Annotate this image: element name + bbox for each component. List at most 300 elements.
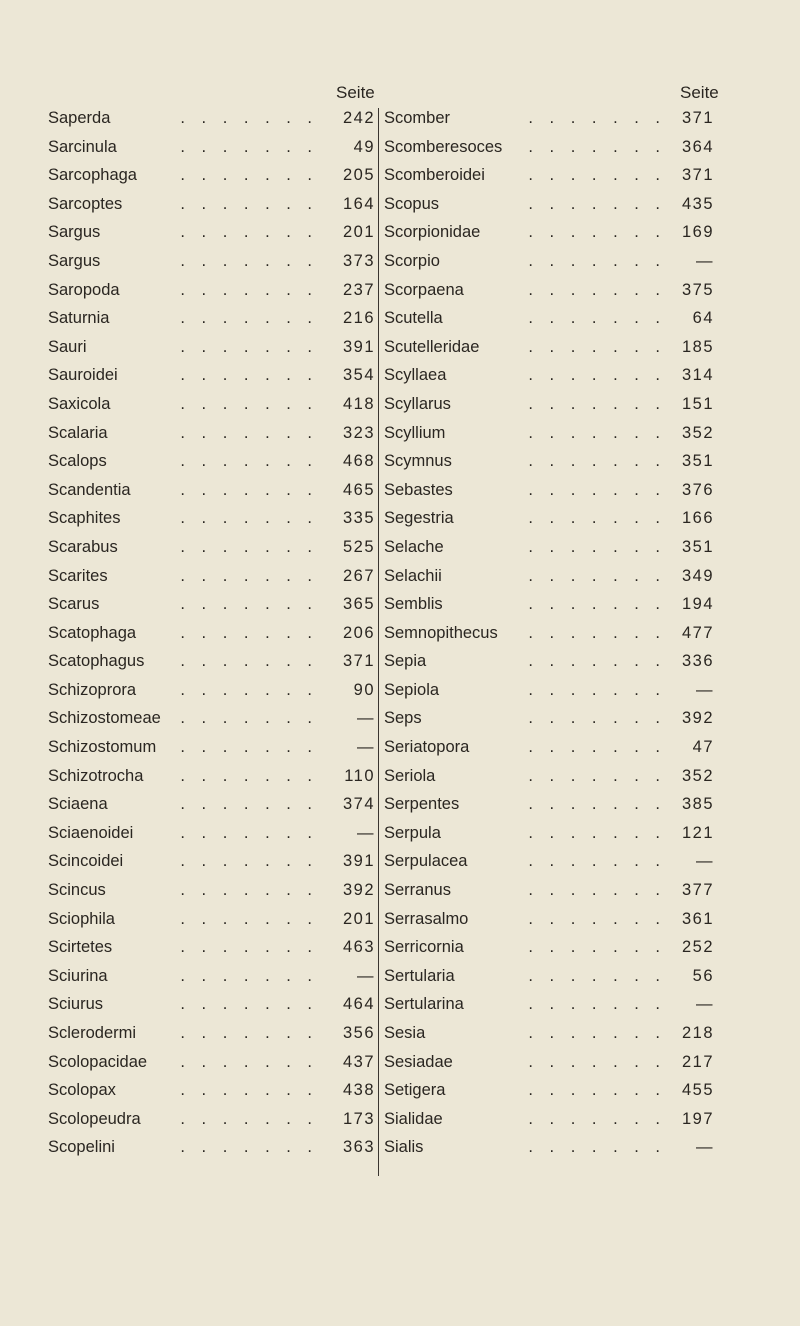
entry-page-number: 371 [681, 166, 714, 185]
index-entry [48, 390, 374, 419]
dot-leader: . . . . . . . [528, 823, 666, 842]
index-entry [48, 218, 374, 247]
dot-leader: . . . . . . . [180, 423, 318, 442]
dot-leader: . . . . . . . [180, 766, 318, 785]
entry-page-number: 164 [342, 194, 375, 213]
entry-page-number: 110 [344, 766, 375, 785]
entry-page-number: 463 [342, 938, 375, 957]
dot-leader: . . . . . . . [528, 137, 666, 156]
dot-leader: . . . . . . . [180, 1052, 318, 1071]
dot-leader: . . . . . . . [180, 366, 318, 385]
index-entry [48, 704, 374, 733]
entry-name: Scyllium [384, 423, 446, 442]
entry-name: Selache [384, 537, 444, 556]
index-entry [384, 218, 712, 247]
entry-name: Scarites [48, 566, 108, 585]
dot-leader: . . . . . . . [180, 1109, 318, 1128]
index-entry [48, 504, 374, 533]
dot-leader: . . . . . . . [180, 595, 318, 614]
entry-page-number: — [696, 251, 714, 270]
index-entry [384, 447, 712, 476]
index-entry [48, 1019, 374, 1048]
entry-name: Sargus [48, 251, 101, 270]
dot-leader: . . . . . . . [528, 623, 666, 642]
index-entry [384, 1133, 712, 1162]
entry-name: Sclerodermi [48, 1024, 137, 1042]
index-entry [384, 476, 712, 505]
dot-leader: . . . . . . . [528, 423, 666, 442]
index-entry [48, 1048, 374, 1077]
entry-page-number: 435 [681, 194, 714, 213]
entry-name: Seps [384, 709, 422, 728]
dot-leader: . . . . . . . [180, 938, 318, 957]
index-entry [48, 276, 374, 305]
entry-name: Sertularina [384, 995, 464, 1014]
entry-name: Setigera [384, 1081, 446, 1100]
index-entry [48, 161, 374, 190]
dot-leader: . . . . . . . [180, 109, 318, 127]
entry-page-number: 391 [342, 337, 375, 356]
entry-page-number: 375 [681, 280, 714, 299]
entry-name: Scorpio [384, 251, 440, 270]
dot-leader: . . . . . . . [528, 166, 666, 185]
entry-name: Scomberesoces [384, 137, 503, 156]
index-entry [384, 247, 712, 276]
entry-name: Sciophila [48, 909, 115, 928]
index-entry [48, 905, 374, 934]
entry-page-number: 392 [342, 881, 375, 900]
entry-name: Scolopeudra [48, 1109, 141, 1128]
entry-name: Scirtetes [48, 938, 113, 957]
entry-name: Sesia [384, 1024, 426, 1042]
entry-name: Scutelleridae [384, 337, 480, 356]
entry-name: Saropoda [48, 280, 120, 299]
entry-page-number: 438 [342, 1081, 375, 1100]
entry-page-number: 201 [342, 223, 375, 242]
entry-name: Scyllaea [384, 366, 447, 385]
entry-name: Scatophaga [48, 623, 137, 642]
index-entry [48, 590, 374, 619]
index-entry [48, 647, 374, 676]
entry-name: Sialidae [384, 1109, 443, 1128]
entry-name: Saperda [48, 109, 111, 127]
index-entry [384, 161, 712, 190]
index-entry [384, 390, 712, 419]
dot-leader: . . . . . . . [180, 566, 318, 585]
index-entry [48, 1105, 374, 1134]
entry-name: Saturnia [48, 309, 110, 328]
dot-leader: . . . . . . . [528, 1052, 666, 1071]
entry-page-number: 376 [681, 480, 714, 499]
index-entry [48, 1076, 374, 1105]
entry-page-number: 352 [681, 766, 714, 785]
index-entry [384, 104, 712, 133]
dot-leader: . . . . . . . [528, 738, 666, 757]
dot-leader: . . . . . . . [180, 1138, 318, 1157]
entry-name: Schizostomum [48, 738, 157, 757]
dot-leader: . . . . . . . [528, 194, 666, 213]
dot-leader: . . . . . . . [180, 480, 318, 499]
dot-leader: . . . . . . . [528, 566, 666, 585]
entry-name: Scatophagus [48, 652, 145, 671]
entry-page-number: — [357, 966, 375, 985]
entry-page-number: 314 [681, 366, 714, 385]
entry-page-number: 351 [681, 452, 714, 471]
entry-page-number: — [696, 680, 714, 699]
entry-page-number: 354 [342, 366, 375, 385]
index-entry [384, 304, 712, 333]
entry-name: Scorpionidae [384, 223, 481, 242]
index-entry [384, 847, 712, 876]
entry-name: Sarcoptes [48, 194, 123, 213]
dot-leader: . . . . . . . [180, 995, 318, 1014]
entry-name: Scalaria [48, 423, 108, 442]
entry-name: Segestria [384, 509, 454, 528]
index-entry [384, 733, 712, 762]
index-entry [48, 419, 374, 448]
entry-name: Scutella [384, 309, 443, 328]
entry-name: Scincoidei [48, 852, 124, 871]
entry-name: Scarus [48, 595, 100, 614]
dot-leader: . . . . . . . [528, 680, 666, 699]
dot-leader: . . . . . . . [180, 795, 318, 814]
dot-leader: . . . . . . . [180, 537, 318, 556]
entry-name: Scomberoidei [384, 166, 485, 185]
entry-name: Scomber [384, 109, 451, 127]
entry-name: Sepiola [384, 680, 440, 699]
index-entry [384, 905, 712, 934]
entry-page-number: 385 [681, 795, 714, 814]
entry-name: Scolopacidae [48, 1052, 148, 1071]
dot-leader: . . . . . . . [180, 909, 318, 928]
entry-name: Scopelini [48, 1138, 115, 1157]
index-entry [384, 1019, 712, 1048]
entry-page-number: 361 [681, 909, 714, 928]
index-entry [48, 190, 374, 219]
entry-name: Scandentia [48, 480, 131, 499]
entry-name: Sesiadae [384, 1052, 453, 1071]
entry-page-number: 374 [342, 795, 375, 814]
entry-page-number: — [357, 709, 375, 728]
dot-leader: . . . . . . . [180, 881, 318, 900]
entry-page-number: 47 [692, 738, 714, 757]
entry-page-number: — [357, 823, 375, 842]
index-entry [384, 1076, 712, 1105]
entry-name: Sarcophaga [48, 166, 137, 185]
index-entry [384, 790, 712, 819]
entry-page-number: 464 [342, 995, 375, 1014]
entry-page-number: 64 [692, 309, 714, 328]
index-entry [48, 533, 374, 562]
entry-name: Scaphites [48, 509, 121, 528]
entry-page-number: 465 [342, 480, 375, 499]
entry-page-number: 351 [681, 537, 714, 556]
entry-name: Sauri [48, 337, 87, 356]
entry-page-number: 363 [342, 1138, 375, 1157]
entry-page-number: — [357, 738, 375, 757]
entry-name: Sciurina [48, 966, 108, 985]
entry-page-number: — [696, 1138, 714, 1157]
dot-leader: . . . . . . . [180, 823, 318, 842]
entry-page-number: 56 [692, 966, 714, 985]
dot-leader: . . . . . . . [180, 394, 318, 413]
entry-page-number: 392 [681, 709, 714, 728]
right-index-column [384, 104, 712, 1162]
dot-leader: . . . . . . . [528, 995, 666, 1014]
index-entry [384, 533, 712, 562]
dot-leader: . . . . . . . [180, 166, 318, 185]
entry-page-number: 151 [681, 394, 714, 413]
dot-leader: . . . . . . . [528, 595, 666, 614]
entry-name: Sciurus [48, 995, 104, 1014]
index-entry [48, 876, 374, 905]
entry-name: Scincus [48, 881, 106, 900]
entry-page-number: 267 [342, 566, 375, 585]
dot-leader: . . . . . . . [180, 1024, 318, 1042]
entry-page-number: 166 [681, 509, 714, 528]
left-index-column [48, 104, 374, 1162]
entry-page-number: 377 [681, 881, 714, 900]
dot-leader: . . . . . . . [180, 709, 318, 728]
entry-name: Sarcinula [48, 137, 117, 156]
entry-name: Semnopithecus [384, 623, 498, 642]
entry-name: Serpulacea [384, 852, 468, 871]
index-entry [384, 876, 712, 905]
entry-name: Scorpaena [384, 280, 464, 299]
entry-page-number: 242 [342, 109, 375, 127]
index-entry [48, 733, 374, 762]
index-entry [384, 647, 712, 676]
entry-page-number: 356 [342, 1024, 375, 1042]
dot-leader: . . . . . . . [528, 394, 666, 413]
entry-name: Sialis [384, 1138, 424, 1157]
entry-page-number: 201 [342, 909, 375, 928]
entry-page-number: 197 [681, 1109, 714, 1128]
index-entry [48, 562, 374, 591]
entry-name: Scyllarus [384, 394, 451, 413]
entry-page-number: 371 [342, 652, 375, 671]
index-entry [48, 133, 374, 162]
index-entry [384, 676, 712, 705]
dot-leader: . . . . . . . [180, 452, 318, 471]
dot-leader: . . . . . . . [528, 337, 666, 356]
entry-name: Sauroidei [48, 366, 118, 385]
dot-leader: . . . . . . . [528, 852, 666, 871]
entry-name: Sebastes [384, 480, 453, 499]
entry-name: Serpula [384, 823, 441, 842]
entry-page-number: 418 [342, 394, 375, 413]
index-entry [48, 476, 374, 505]
entry-page-number: 169 [681, 223, 714, 242]
dot-leader: . . . . . . . [528, 795, 666, 814]
entry-name: Sertularia [384, 966, 455, 985]
entry-page-number: 218 [681, 1024, 714, 1042]
entry-page-number: 205 [342, 166, 375, 185]
index-entry [384, 333, 712, 362]
index-entry [384, 819, 712, 848]
entry-page-number: 468 [342, 452, 375, 471]
index-entry [384, 1048, 712, 1077]
index-entry [384, 419, 712, 448]
entry-name: Seriatopora [384, 738, 470, 757]
entry-name: Sepia [384, 652, 427, 671]
index-entry [384, 562, 712, 591]
dot-leader: . . . . . . . [528, 366, 666, 385]
index-entry [48, 933, 374, 962]
entry-name: Saxicola [48, 394, 111, 413]
entry-page-number: 364 [681, 137, 714, 156]
index-entry [384, 990, 712, 1019]
entry-name: Scymnus [384, 452, 452, 471]
dot-leader: . . . . . . . [180, 1081, 318, 1100]
entry-name: Serrasalmo [384, 909, 469, 928]
index-entry [384, 619, 712, 648]
index-entry [384, 190, 712, 219]
dot-leader: . . . . . . . [528, 251, 666, 270]
entry-page-number: 335 [342, 509, 375, 528]
dot-leader: . . . . . . . [180, 852, 318, 871]
index-entry [384, 962, 712, 991]
index-entry [48, 619, 374, 648]
index-entry [48, 990, 374, 1019]
entry-name: Schizoprora [48, 680, 137, 699]
right-page-column-header: Seite [680, 83, 719, 102]
entry-page-number: 90 [353, 680, 375, 699]
entry-page-number: 194 [681, 595, 714, 614]
dot-leader: . . . . . . . [528, 280, 666, 299]
entry-name: Scolopax [48, 1081, 116, 1100]
index-entry [48, 790, 374, 819]
entry-name: Serricornia [384, 938, 464, 957]
entry-name: Scarabus [48, 537, 118, 556]
entry-name: Scopus [384, 194, 440, 213]
entry-page-number: 237 [342, 280, 375, 299]
entry-page-number: 349 [681, 566, 714, 585]
dot-leader: . . . . . . . [180, 337, 318, 356]
index-entry [384, 361, 712, 390]
entry-name: Selachii [384, 566, 442, 585]
entry-name: Seriola [384, 766, 436, 785]
entry-page-number: 217 [681, 1052, 714, 1071]
dot-leader: . . . . . . . [180, 194, 318, 213]
dot-leader: . . . . . . . [528, 881, 666, 900]
dot-leader: . . . . . . . [528, 766, 666, 785]
index-entry [384, 504, 712, 533]
dot-leader: . . . . . . . [528, 1109, 666, 1128]
dot-leader: . . . . . . . [528, 109, 666, 127]
dot-leader: . . . . . . . [180, 509, 318, 528]
dot-leader: . . . . . . . [528, 652, 666, 671]
index-entry [384, 762, 712, 791]
entry-page-number: 477 [681, 623, 714, 642]
dot-leader: . . . . . . . [180, 966, 318, 985]
entry-page-number: 365 [342, 595, 375, 614]
index-entry [48, 304, 374, 333]
entry-page-number: 206 [342, 623, 375, 642]
dot-leader: . . . . . . . [528, 537, 666, 556]
index-entry [48, 333, 374, 362]
entry-name: Schizotrocha [48, 766, 144, 785]
dot-leader: . . . . . . . [180, 652, 318, 671]
index-entry [48, 962, 374, 991]
dot-leader: . . . . . . . [528, 709, 666, 728]
dot-leader: . . . . . . . [528, 509, 666, 528]
index-entry [48, 247, 374, 276]
dot-leader: . . . . . . . [528, 1024, 666, 1042]
index-entry [384, 276, 712, 305]
entry-page-number: 185 [681, 337, 714, 356]
left-page-column-header: Seite [336, 83, 375, 102]
entry-name: Semblis [384, 595, 443, 614]
entry-page-number: 173 [342, 1109, 375, 1128]
entry-name: Schizostomeae [48, 709, 161, 728]
index-entry [48, 104, 374, 133]
entry-page-number: 252 [681, 938, 714, 957]
entry-name: Scalops [48, 452, 107, 471]
entry-name: Serpentes [384, 795, 460, 814]
dot-leader: . . . . . . . [528, 909, 666, 928]
entry-page-number: 336 [681, 652, 714, 671]
dot-leader: . . . . . . . [528, 1081, 666, 1100]
entry-name: Sciaena [48, 795, 108, 814]
dot-leader: . . . . . . . [180, 623, 318, 642]
index-entry [384, 1105, 712, 1134]
entry-page-number: 391 [342, 852, 375, 871]
dot-leader: . . . . . . . [180, 223, 318, 242]
entry-page-number: 49 [353, 137, 375, 156]
index-entry [384, 933, 712, 962]
dot-leader: . . . . . . . [528, 938, 666, 957]
dot-leader: . . . . . . . [528, 309, 666, 328]
index-entry [384, 704, 712, 733]
entry-name: Sciaenoidei [48, 823, 134, 842]
entry-page-number: 373 [342, 251, 375, 270]
dot-leader: . . . . . . . [528, 452, 666, 471]
index-entry [48, 361, 374, 390]
dot-leader: . . . . . . . [528, 1138, 666, 1157]
dot-leader: . . . . . . . [180, 251, 318, 270]
index-entry [384, 590, 712, 619]
index-entry [48, 847, 374, 876]
entry-page-number: 352 [681, 423, 714, 442]
index-entry [384, 133, 712, 162]
dot-leader: . . . . . . . [528, 480, 666, 499]
index-entry [48, 1133, 374, 1162]
dot-leader: . . . . . . . [180, 137, 318, 156]
dot-leader: . . . . . . . [180, 309, 318, 328]
entry-page-number: 437 [342, 1052, 375, 1071]
entry-page-number: — [696, 995, 714, 1014]
dot-leader: . . . . . . . [528, 223, 666, 242]
entry-name: Sargus [48, 223, 101, 242]
entry-page-number: 371 [681, 109, 714, 127]
dot-leader: . . . . . . . [180, 280, 318, 299]
dot-leader: . . . . . . . [528, 966, 666, 985]
index-entry [48, 762, 374, 791]
entry-page-number: 121 [681, 823, 714, 842]
dot-leader: . . . . . . . [180, 680, 318, 699]
entry-page-number: — [696, 852, 714, 871]
entry-page-number: 525 [342, 537, 375, 556]
index-entry [48, 676, 374, 705]
column-divider [378, 108, 379, 1176]
entry-name: Serranus [384, 881, 451, 900]
index-entry [48, 819, 374, 848]
entry-page-number: 455 [681, 1081, 714, 1100]
dot-leader: . . . . . . . [180, 738, 318, 757]
entry-page-number: 323 [342, 423, 375, 442]
index-entry [48, 447, 374, 476]
